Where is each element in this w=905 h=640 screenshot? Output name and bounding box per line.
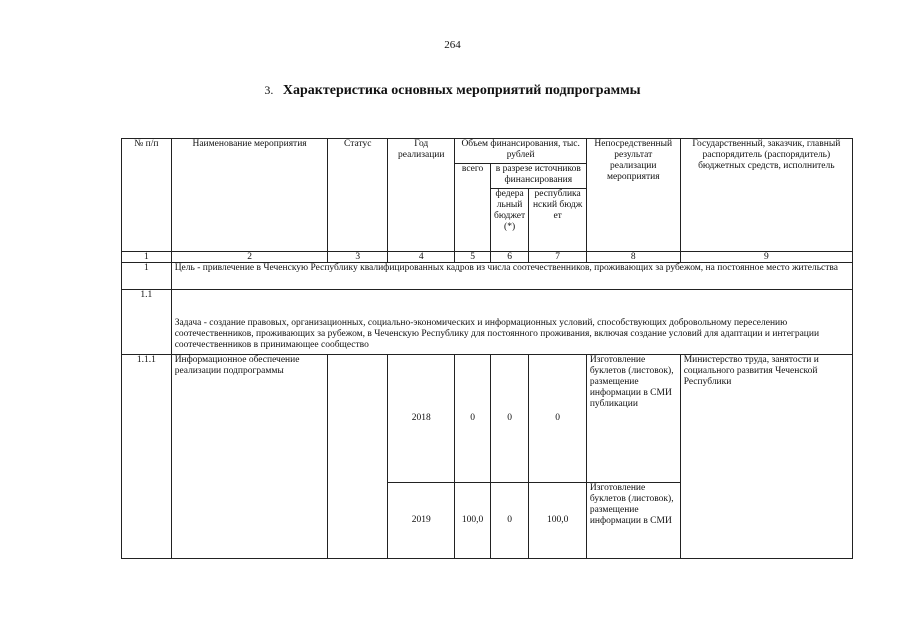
header-funding: Объем финансирования, тыс. рублей	[455, 139, 586, 164]
header-republic: республиканский бюджет	[529, 189, 586, 252]
task-row	[122, 290, 853, 355]
column-number: 9	[680, 252, 852, 263]
task-number: 1.1	[122, 290, 172, 355]
goal-number: 1	[122, 263, 172, 290]
federal-cell: 0	[490, 482, 529, 559]
federal-cell: 0	[490, 355, 529, 483]
activity-status	[328, 355, 388, 483]
header-row-1	[122, 139, 853, 164]
activity-row-2018	[122, 355, 853, 483]
header-executor: Государственный, заказчик, главный распорядитель (распорядитель) бюджетных средств, исполнитель	[680, 139, 852, 252]
header-by-source: в разрезе источников финансирования	[490, 164, 586, 189]
year-cell: 2018	[388, 355, 455, 483]
goal-text: Цель - привлечение в Чеченскую Республику квалифицированных кадров из числа соотечественников, проживающих за рубежом, на постоянное место жительства	[171, 263, 852, 290]
section-title: Характеристика основных мероприятий подпрограммы	[282, 83, 641, 98]
total-cell: 0	[455, 355, 490, 483]
result-cell: Изготовление буклетов (листовок), размещение информации в СМИ	[586, 482, 680, 559]
column-number: 6	[490, 252, 529, 263]
republic-cell: 100,0	[529, 482, 586, 559]
column-number: 8	[586, 252, 680, 263]
task-text: Задача - создание правовых, организационных, социально-экономических и информационных условий, способствующих добровольному переселению соотечественников, проживающих за рубежом, в Чеченскую Республику для постоянного проживания, включая создание условий для адаптации и интеграции соотечественников в принимающее сообщество	[171, 290, 852, 355]
header-federal: федеральный бюджет(*)	[490, 189, 529, 252]
year-cell: 2019	[388, 482, 455, 559]
republic-cell: 0	[529, 355, 586, 483]
column-numbers-row	[122, 252, 853, 263]
activity-name: Информационное обеспечение реализации подпрограммы	[171, 355, 328, 483]
column-number: 1	[122, 252, 172, 263]
column-number: 2	[171, 252, 328, 263]
activity-status-continued	[328, 482, 388, 559]
total-cell: 100,0	[455, 482, 490, 559]
result-cell: Изготовление буклетов (листовок), размещение информации в СМИ публикации	[586, 355, 680, 483]
column-number: 7	[529, 252, 586, 263]
header-result: Непосредственный результат реализации мероприятия	[586, 139, 680, 252]
header-year: Год реализации	[388, 139, 455, 252]
activity-number: 1.1.1	[122, 355, 172, 483]
goal-row	[122, 263, 853, 290]
activity-number-continued	[122, 482, 172, 559]
header-num: № п/п	[122, 139, 172, 252]
activities-table	[121, 138, 853, 559]
column-number: 3	[328, 252, 388, 263]
column-number: 4	[388, 252, 455, 263]
header-name: Наименование мероприятия	[171, 139, 328, 252]
header-total: всего	[455, 164, 490, 252]
activity-executor: Министерство труда, занятости и социального развития Чеченской Республики	[680, 355, 852, 559]
section-number: 3.	[264, 83, 274, 97]
page-number: 264	[444, 39, 461, 51]
header-status: Статус	[328, 139, 388, 252]
activity-name-continued	[171, 482, 328, 559]
section-heading	[0, 83, 905, 99]
column-number: 5	[455, 252, 490, 263]
